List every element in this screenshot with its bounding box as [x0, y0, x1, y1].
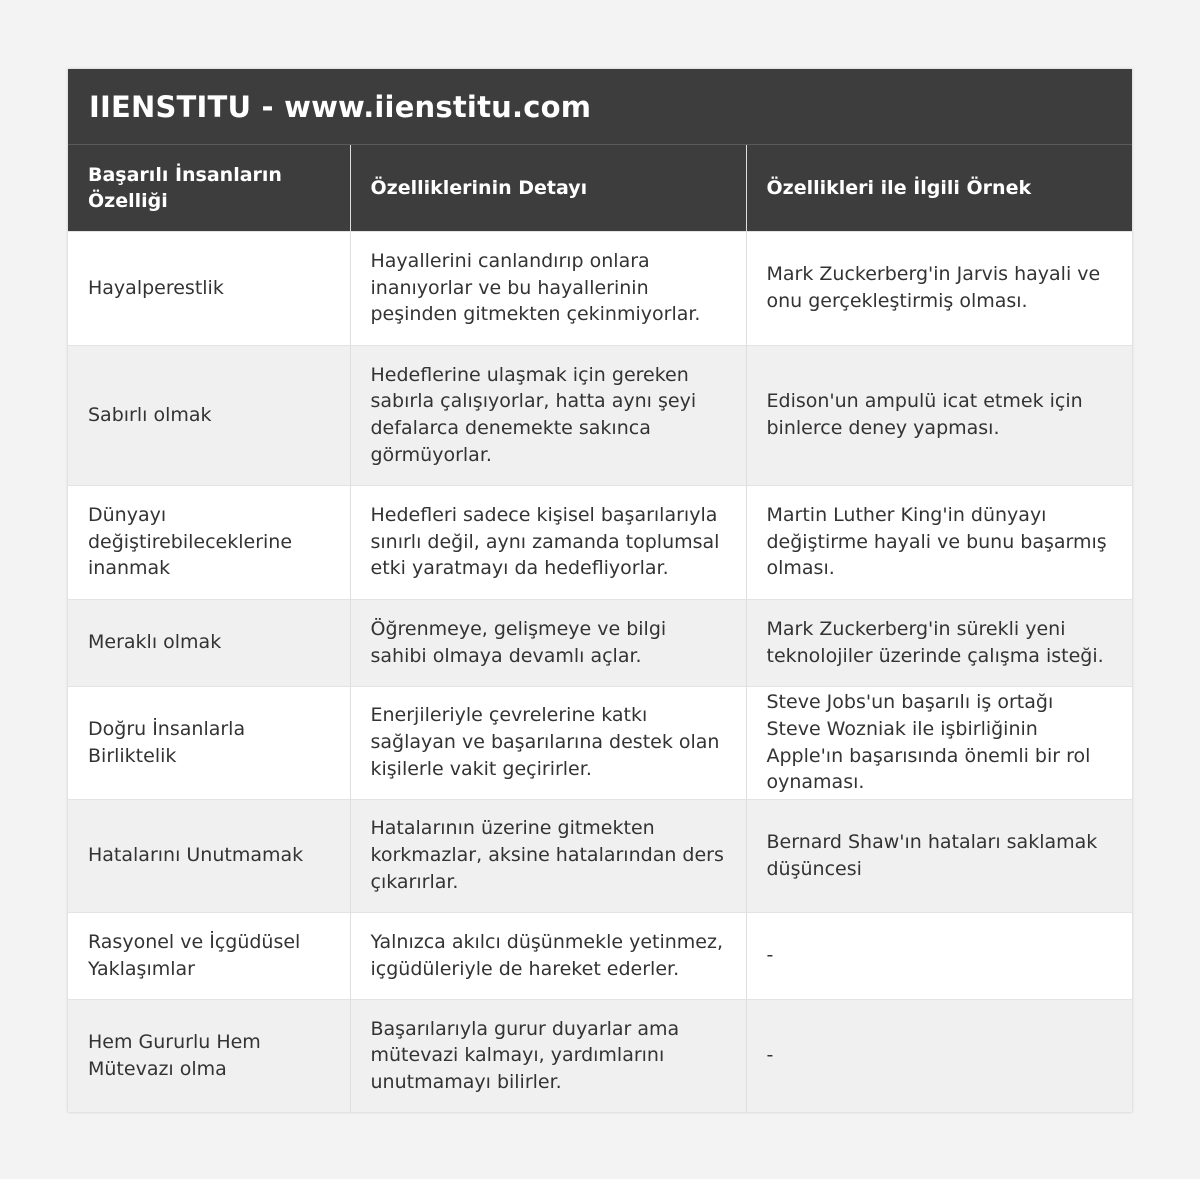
example-cell: -: [746, 999, 1132, 1112]
table-card: [68, 69, 1132, 1112]
detail-cell: Başarılarıyla gurur duyarlar ama mütevazi kalmayı, yardımlarını unutmamayı bilirler.: [350, 999, 746, 1112]
traits-table: [68, 145, 1132, 1112]
example-cell: Martin Luther King'in dünyayı değiştirme hayali ve bunu başarmış olması.: [746, 485, 1132, 599]
trait-cell: Dünyayı değiştirebileceklerine inanmak: [68, 485, 350, 599]
example-cell: Steve Jobs'un başarılı iş ortağı Steve Wozniak ile işbirliğinin Apple'ın başarısında önemli bir rol oynaması.: [746, 686, 1132, 799]
trait-cell: Doğru İnsanlarla Birliktelik: [68, 686, 350, 799]
table-title: IIENSTITU - www.iienstitu.com: [68, 69, 1132, 145]
example-cell: Mark Zuckerberg'in Jarvis hayali ve onu gerçekleştirmiş olması.: [746, 231, 1132, 345]
trait-cell: Hayalperestlik: [68, 231, 350, 345]
example-cell: Mark Zuckerberg'in sürekli yeni teknolojiler üzerinde çalışma isteği.: [746, 599, 1132, 686]
detail-cell: Hedeflerine ulaşmak için gereken sabırla çalışıyorlar, hatta aynı şeyi defalarca denemekte sakınca görmüyorlar.: [350, 345, 746, 485]
example-cell: Bernard Shaw'ın hataları saklamak düşüncesi: [746, 799, 1132, 912]
detail-cell: Hedefleri sadece kişisel başarılarıyla sınırlı değil, aynı zamanda toplumsal etki yaratmayı da hedefliyorlar.: [350, 485, 746, 599]
trait-cell: Hem Gururlu Hem Mütevazı olma: [68, 999, 350, 1112]
table-row: [68, 599, 1132, 686]
table-row: [68, 345, 1132, 485]
example-cell: Edison'un ampulü icat etmek için binlerce deney yapması.: [746, 345, 1132, 485]
trait-cell: Meraklı olmak: [68, 599, 350, 686]
column-header-trait: Başarılı İnsanların Özelliği: [68, 145, 350, 231]
trait-cell: Rasyonel ve İçgüdüsel Yaklaşımlar: [68, 912, 350, 999]
column-header-example: Özellikleri ile İlgili Örnek: [746, 145, 1132, 231]
table-row: [68, 485, 1132, 599]
trait-cell: Sabırlı olmak: [68, 345, 350, 485]
detail-cell: Yalnızca akılcı düşünmekle yetinmez, içgüdüleriyle de hareket ederler.: [350, 912, 746, 999]
example-cell: -: [746, 912, 1132, 999]
table-row: [68, 799, 1132, 912]
detail-cell: Enerjileriyle çevrelerine katkı sağlayan ve başarılarına destek olan kişilerle vakit geçirirler.: [350, 686, 746, 799]
trait-cell: Hatalarını Unutmamak: [68, 799, 350, 912]
detail-cell: Öğrenmeye, gelişmeye ve bilgi sahibi olmaya devamlı açlar.: [350, 599, 746, 686]
table-row: [68, 999, 1132, 1112]
table-row: [68, 686, 1132, 799]
column-header-detail: Özelliklerinin Detayı: [350, 145, 746, 231]
table-row: [68, 231, 1132, 345]
table-row: [68, 912, 1132, 999]
detail-cell: Hayallerini canlandırıp onlara inanıyorlar ve bu hayallerinin peşinden gitmekten çekinmiyorlar.: [350, 231, 746, 345]
detail-cell: Hatalarının üzerine gitmekten korkmazlar, aksine hatalarından ders çıkarırlar.: [350, 799, 746, 912]
header-row: [68, 145, 1132, 231]
